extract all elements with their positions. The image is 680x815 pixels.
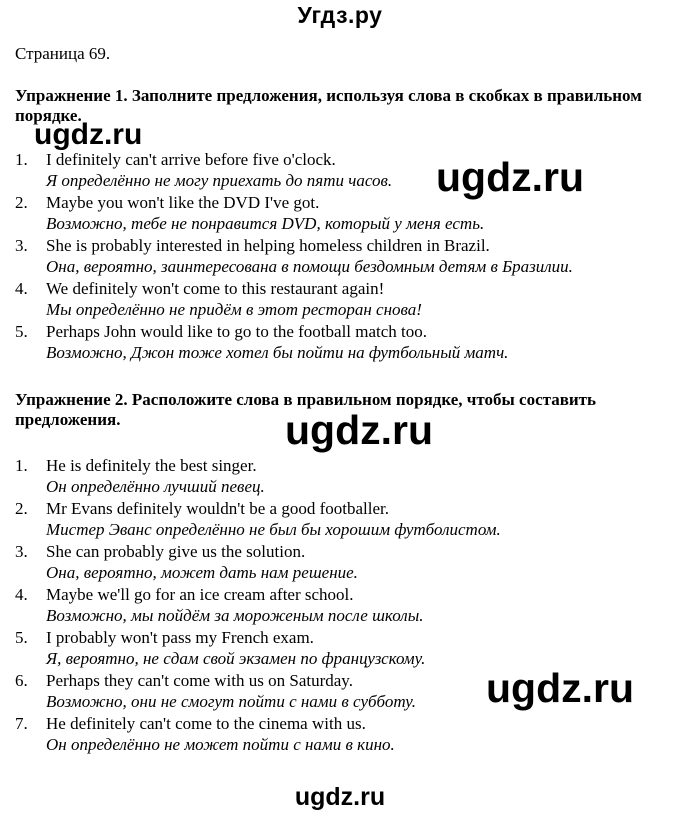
russian-translation: Мы определённо не придём в этот ресторан снова! xyxy=(46,300,422,319)
item-number: 1. xyxy=(15,150,28,169)
russian-translation: Он определённо лучший певец. xyxy=(46,477,265,496)
list-item xyxy=(15,455,670,498)
russian-translation: Она, вероятно, заинтересована в помощи бездомным детям в Бразилии. xyxy=(46,257,573,276)
list-item xyxy=(15,278,670,321)
russian-translation: Возможно, Джон тоже хотел бы пойти на футбольный матч. xyxy=(46,343,509,362)
list-item xyxy=(15,321,670,364)
item-number: 4. xyxy=(15,279,28,298)
item-number: 6. xyxy=(15,671,28,690)
watermark: ugdz.ru xyxy=(486,665,635,711)
item-number: 5. xyxy=(15,628,28,647)
list-item xyxy=(15,584,670,627)
list-item xyxy=(15,627,670,670)
english-sentence: I probably won't pass my French exam. xyxy=(46,628,314,647)
watermark: ugdz.ru xyxy=(34,118,143,151)
list-item xyxy=(15,541,670,584)
english-sentence: Mr Evans definitely wouldn't be a good footballer. xyxy=(46,499,389,518)
russian-translation: Он определённо не может пойти с нами в кино. xyxy=(46,735,395,754)
russian-translation: Я определённо не могу приехать до пяти часов. xyxy=(46,171,393,190)
russian-translation: Возможно, тебе не понравится DVD, который у меня есть. xyxy=(46,214,485,233)
item-number: 5. xyxy=(15,322,28,341)
watermark: ugdz.ru xyxy=(285,407,434,453)
russian-translation: Мистер Эванс определённо не был бы хорошим футболистом. xyxy=(46,520,501,539)
russian-translation: Возможно, мы пойдём за мороженым после школы. xyxy=(46,606,424,625)
english-sentence: Perhaps John would like to go to the football match too. xyxy=(46,322,428,341)
russian-translation: Я, вероятно, не сдам свой экзамен по французскому. xyxy=(46,649,426,668)
item-number: 1. xyxy=(15,456,28,475)
item-number: 2. xyxy=(15,499,28,518)
english-sentence: Maybe we'll go for an ice cream after school. xyxy=(46,585,354,604)
english-sentence: He is definitely the best singer. xyxy=(46,456,257,475)
list-item xyxy=(15,498,670,541)
page-label: Страница 69. xyxy=(15,44,111,63)
list-item xyxy=(15,713,670,756)
exercise1-heading: Упражнение 1. Заполните предложения, используя слова в скобках в правильном порядке. xyxy=(15,86,642,125)
watermark: ugdz.ru xyxy=(436,154,585,200)
english-sentence: She is probably interested in helping homeless children in Brazil. xyxy=(46,236,490,255)
site-title: Угдз.ру xyxy=(297,2,383,28)
item-number: 3. xyxy=(15,236,28,255)
english-sentence: She can probably give us the solution. xyxy=(46,542,306,561)
russian-translation: Она, вероятно, может дать нам решение. xyxy=(46,563,358,582)
english-sentence: I definitely can't arrive before five o'clock. xyxy=(46,150,336,169)
item-number: 7. xyxy=(15,714,28,733)
english-sentence: Maybe you won't like the DVD I've got. xyxy=(46,193,320,212)
watermark: ugdz.ru xyxy=(294,783,386,811)
item-number: 4. xyxy=(15,585,28,604)
english-sentence: We definitely won't come to this restaurant again! xyxy=(46,279,385,298)
item-number: 3. xyxy=(15,542,28,561)
russian-translation: Возможно, они не смогут пойти с нами в субботу. xyxy=(46,692,416,711)
item-number: 2. xyxy=(15,193,28,212)
english-sentence: Perhaps they can't come with us on Saturday. xyxy=(46,671,353,690)
english-sentence: He definitely can't come to the cinema with us. xyxy=(46,714,366,733)
exercise2-heading: Упражнение 2. Расположите слова в правильном порядке, чтобы составить предложения. xyxy=(15,390,597,429)
list-item xyxy=(15,235,670,278)
